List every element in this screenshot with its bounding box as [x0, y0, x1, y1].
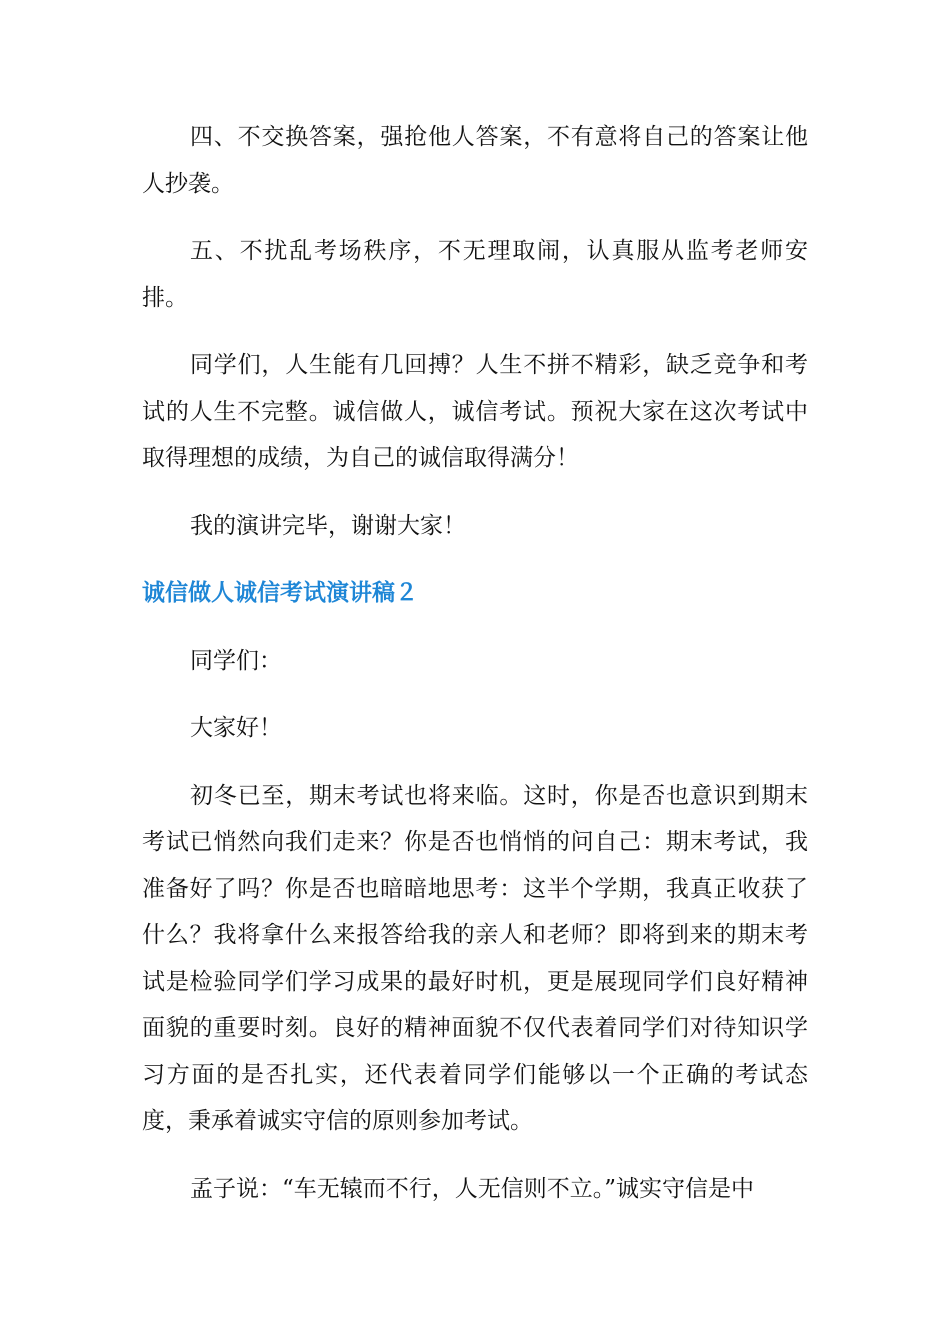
salutation-paragraph: 同学们： — [190, 647, 282, 674]
intro-paragraph: 初冬已至，期末考试也将来临。这时，你是否也意识到期末考试已悄然向我们走来？你是否也悄悄的问自己：期末考试，我准备好了吗？你是否也暗暗地思考：这半个学期，我真正收获了什么？我将拿什么来报答给我的亲人和老师？即将到来的期末考试是检验同学们学习成果的最好时机，更是展现同学们良好精神面貌的重要时刻。良好的精神面貌不仅代表着同学们对待知识学习方面的是否扎实，还代表着同学们能够以一个正确的考试态度，秉承着诚实守信的原则参加考试。 — [142, 782, 808, 1134]
speech-end-paragraph: 我的演讲完毕，谢谢大家！ — [190, 512, 466, 539]
document-body — [142, 114, 808, 1233]
mencius-quote-paragraph: 孟子说：“车无辕而不行，人无信则不立。”诚实守信是中 — [190, 1175, 755, 1202]
rule-four-paragraph: 四、不交换答案，强抢他人答案，不有意将自己的答案让他人抄袭。 — [142, 124, 808, 197]
rule-five-paragraph: 五、不扰乱考场秩序，不无理取闹，认真服从监考老师安排。 — [142, 238, 808, 311]
section-heading: 诚信做人诚信考试演讲稿２ — [142, 580, 418, 606]
closing-wish-paragraph: 同学们，人生能有几回搏？人生不拼不精彩，缺乏竞争和考试的人生不完整。诚信做人，诚信考试。预祝大家在这次考试中取得理想的成绩，为自己的诚信取得满分！ — [142, 352, 808, 471]
greeting-paragraph: 大家好！ — [190, 715, 282, 741]
